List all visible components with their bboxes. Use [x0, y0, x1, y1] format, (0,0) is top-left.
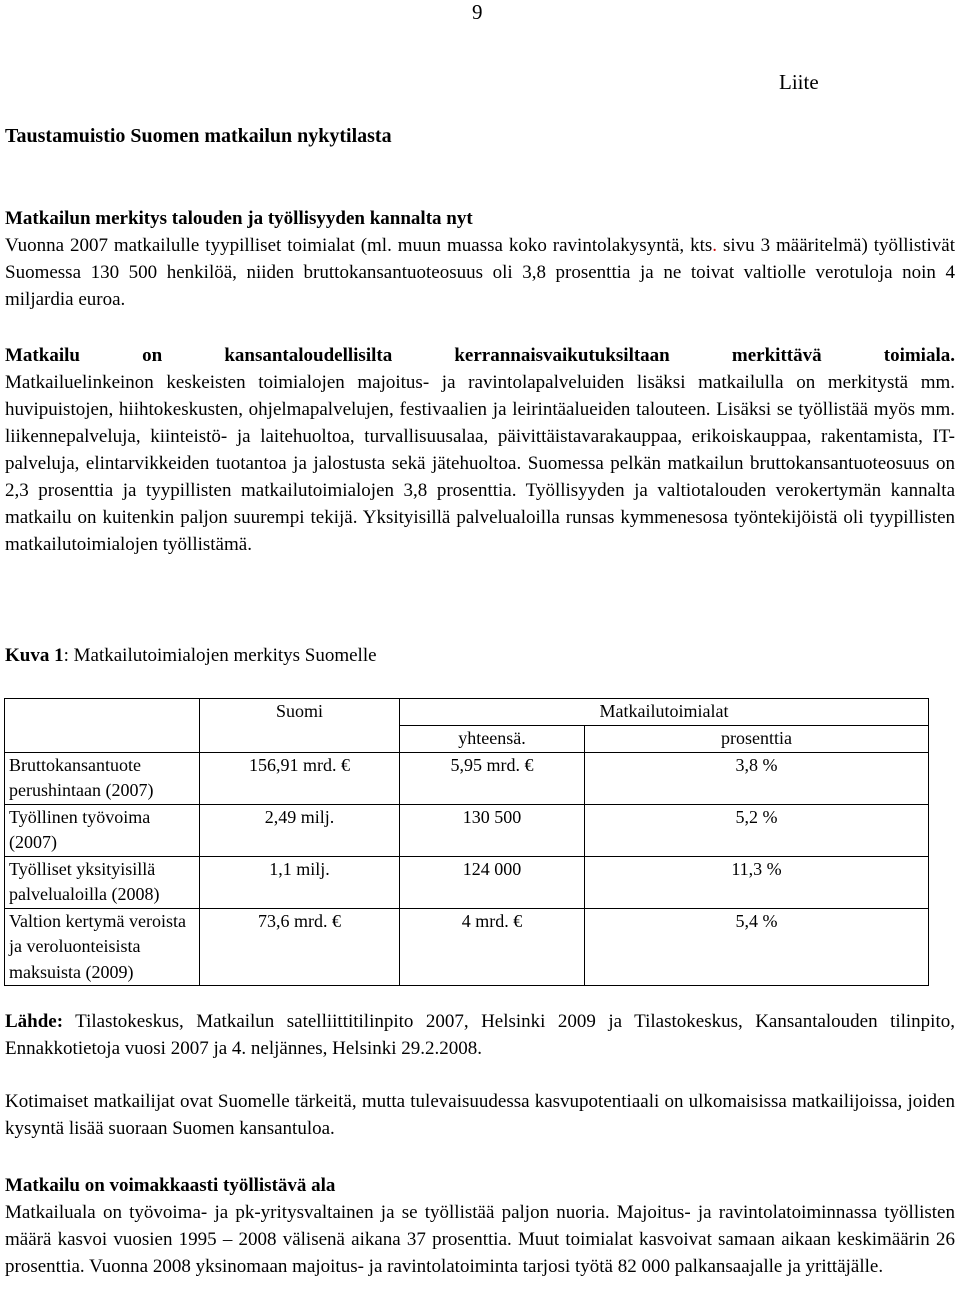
- cell-yhteensa: 124 000: [400, 856, 585, 908]
- cell-suomi: 2,49 milj.: [200, 804, 400, 856]
- page-number: 9: [472, 0, 483, 24]
- header-matkailutoimialat: Matkailutoimialat: [400, 699, 929, 726]
- tourism-table: [4, 698, 929, 986]
- section4-heading: Matkailu on voimakkaasti työllistävä ala: [5, 1175, 336, 1196]
- section3-paragraph: Kotimaiset matkailijat ovat Suomelle tärkeitä, mutta tulevaisuudessa kasvupotentiaali on ulkomaisissa matkailijoissa, joiden kysyntä lisää suoraan Suomen kansantuloa.: [5, 1091, 955, 1139]
- cell-prosenttia: 5,2 %: [585, 804, 929, 856]
- cell-suomi: 1,1 milj.: [200, 856, 400, 908]
- row-label: Valtion kertymä veroista ja veroluonteisista maksuista (2009): [5, 908, 200, 986]
- source-note: [5, 1008, 955, 1062]
- row-label: Bruttokansantuote perushintaan (2007): [5, 752, 200, 804]
- source-label: Lähde:: [5, 1011, 64, 1032]
- cell-prosenttia: 3,8 %: [585, 752, 929, 804]
- section1-text-part1: Vuonna 2007 matkailulle tyypilliset toimialat (ml. muun muassa koko ravintolakysyntä, kts: [5, 235, 713, 256]
- subheader-prosenttia: prosenttia: [585, 726, 929, 753]
- subheader-yhteensa: yhteensä.: [400, 726, 585, 753]
- table-row: [5, 856, 929, 908]
- cell-yhteensa: 5,95 mrd. €: [400, 752, 585, 804]
- table-row: [5, 908, 929, 986]
- table-header-row: [5, 699, 929, 726]
- row-label: Työlliset yksityisillä palvelualoilla (2008): [5, 856, 200, 908]
- section1-paragraph: [5, 232, 955, 313]
- appendix-label: Liite: [779, 70, 819, 94]
- cell-yhteensa: 4 mrd. €: [400, 908, 585, 986]
- section2-lead: Matkailu on kansantaloudellisilta kerrannaisvaikutuksiltaan merkittävä toimiala.: [5, 345, 955, 366]
- section1-text-part2: sivu 3 määritelmä) työllistivät Suomessa 130 500 henkilöä, niiden bruttokansantuoteosuus oli 3,8 prosenttia ja ne toivat valtiolle verotuloja noin 4 miljardia euroa.: [5, 235, 956, 310]
- figure-caption: [5, 645, 377, 667]
- figure-caption-text: : Matkailutoimialojen merkitys Suomelle: [63, 645, 377, 666]
- euro-sign-icon: €: [341, 754, 350, 775]
- cell-suomi: 156,91 mrd. €: [200, 752, 400, 804]
- cell-yhteensa: 130 500: [400, 804, 585, 856]
- table-row: [5, 752, 929, 804]
- cell-prosenttia: 5,4 %: [585, 908, 929, 986]
- section1-heading: Matkailun merkitys talouden ja työllisyyden kannalta nyt: [5, 208, 473, 229]
- cell-suomi: 73,6 mrd. €: [200, 908, 400, 986]
- euro-sign-icon: €: [332, 910, 341, 931]
- row-label: Työllinen työvoima (2007): [5, 804, 200, 856]
- euro-sign-icon: €: [513, 910, 523, 931]
- section1-red-dot: .: [712, 235, 718, 256]
- header-suomi: Suomi: [200, 699, 400, 753]
- figure-caption-label: Kuva 1: [5, 645, 64, 666]
- table-row: [5, 804, 929, 856]
- document-title: Taustamuistio Suomen matkailun nykytilasta: [5, 125, 392, 147]
- section2-body: Matkailuelinkeinon keskeisten toimialojen majoitus- ja ravintolapalveluiden lisäksi matkailulla on merkitystä mm. huvipuistojen, hiihtokeskusten, ohjelmapalvelujen, festivaalien ja leirintäalueiden talouteen. Lisäksi se työllistää myös mm. liikennepalveluja, kiinteistö- ja laitehuoltoa, turvallisuusalaa, päivittäistavarakauppaa, erikoiskauppaa, rakentamista, IT-palveluja, elintarvikkeiden tuotantoa ja jalostusta sekä jätehuoltoa. Suomessa pelkän matkailun bruttokansantuoteosuus on 2,3 prosenttia ja tyypillisten matkailutoimialojen 3,8 prosenttia. Työllisyyden ja valtiotalouden verokertymän kannalta matkailu on kuitenkin paljon suurempi tekijä. Yksityisillä palvelualoilla runsas kymmenesosa työntekijöistä oli tyypillisten matkailutoimialojen työllistämä.: [5, 372, 955, 555]
- euro-sign-icon: €: [524, 754, 534, 775]
- table-corner-cell: [5, 699, 200, 753]
- section4-paragraph: Matkailuala on työvoima- ja pk-yritysvaltainen ja se työllistää paljon nuoria. Majoitus- ja ravintolatoiminnassa työllisten määrä kasvoi vuosien 1995 – 2008 välisenä aikana 37 prosenttia. Muut toimialat kasvoivat samaan aikaan keskimäärin 26 prosenttia. Vuonna 2008 yksinomaan majoitus- ja ravintolatoiminta tarjosi työtä 82 000 palkansaajalle ja yrittäjälle.: [5, 1202, 955, 1277]
- cell-prosenttia: 11,3 %: [585, 856, 929, 908]
- source-text: Tilastokeskus, Matkailun satelliittitilinpito 2007, Helsinki 2009 ja Tilastokeskus, Kansantalouden tilinpito, Ennakkotietoja vuosi 2007 ja 4. neljännes, Helsinki 29.2.2008.: [5, 1011, 955, 1059]
- section2-paragraph: [5, 342, 955, 558]
